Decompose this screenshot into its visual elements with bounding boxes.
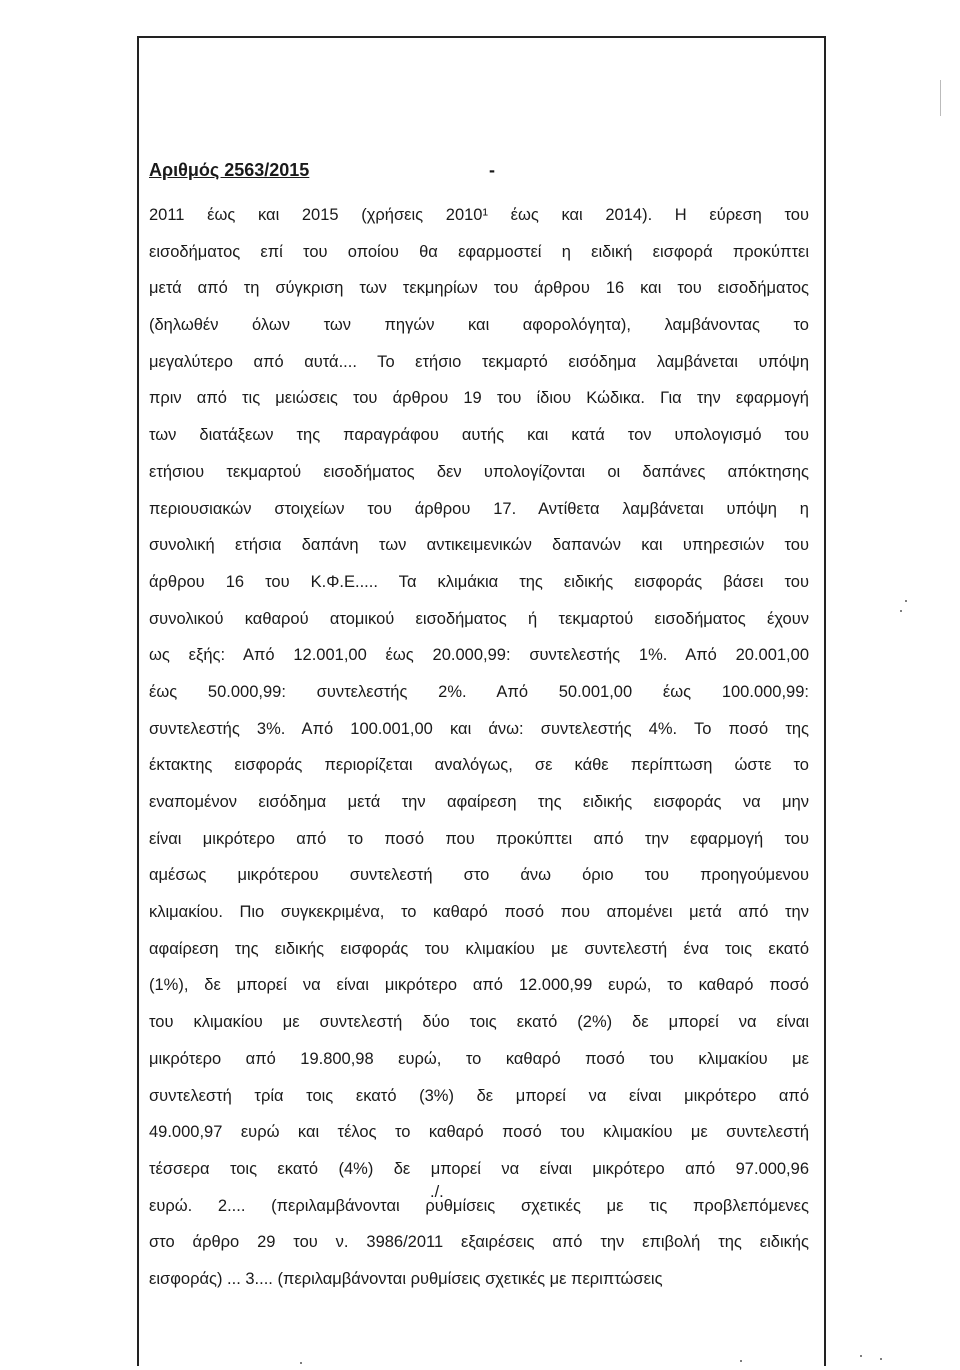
body-line: 49.000,97 ευρώ και τέλος το καθαρό ποσό του κλιμακίου με συντελεστή	[149, 1123, 809, 1142]
body-line: πριν από τις μειώσεις του άρθρου 19 του ίδιου Κώδικα. Για την εφαρμογή	[149, 389, 809, 408]
document-number: Αριθμός 2563/2015	[149, 160, 310, 180]
body-line: συντελεστή τρία τοις εκατό (3%) δε μπορεί να είναι μικρότερο από	[149, 1086, 809, 1105]
body-line: ετήσιου τεκμαρτού εισοδήματος δεν υπολογίζονται οι δαπάνες απόκτησης	[149, 462, 809, 481]
document-heading	[149, 160, 809, 190]
scan-speck	[860, 1355, 862, 1357]
body-line: μετά από τη σύγκριση των τεκμηρίων του άρθρου 16 και του εισοδήματος	[149, 279, 809, 298]
body-line: έως 50.000,99: συντελεστής 2%. Από 50.001,00 έως 100.000,99:	[149, 682, 809, 701]
body-line: αφαίρεση της ειδικής εισφοράς του κλιμακίου με συντελεστή ένα τοις εκατό	[149, 939, 809, 958]
body-line: αμέσως μικρότερου συντελεστή στο άνω όριο του προηγούμενου	[149, 866, 809, 885]
body-line: (1%), δε μπορεί να είναι μικρότερο από 12.000,99 ευρώ, το καθαρό ποσό	[149, 976, 809, 995]
body-line: ευρώ. 2.... (περιλαμβάνονται ρυθμίσεις σχετικές με τις προβλεπόμενες	[149, 1196, 809, 1215]
body-line: ως εξής: Από 12.001,00 έως 20.000,99: συντελεστής 1%. Από 20.001,00	[149, 646, 809, 665]
body-line: εισοδήματος επί του οποίου θα εφαρμοστεί η ειδική εισφορά προκύπτει	[149, 242, 809, 261]
body-line: κλιμακίου. Πιο συγκεκριμένα, το καθαρό ποσό που απομένει μετά από την	[149, 903, 809, 922]
document-body	[149, 207, 809, 1308]
body-line: έκτακτης εισφοράς περιορίζεται αναλόγως, σε κάθε περίπτωση ώστε το	[149, 756, 809, 775]
body-line: είναι μικρότερο από το ποσό που προκύπτει από την εφαρμογή του	[149, 829, 809, 848]
margin-mark	[940, 80, 941, 116]
scan-speck	[740, 1360, 742, 1362]
body-line: του κλιμακίου με συντελεστή δύο τοις εκατό (2%) δε μπορεί να είναι	[149, 1013, 809, 1032]
body-line: συνολική ετήσια δαπάνη των αντικειμενικών δαπανών και υπηρεσιών του	[149, 536, 809, 555]
body-line: εισφοράς) ... 3.... (περιλαμβάνονται ρυθμίσεις σχετικές με περιπτώσεις	[149, 1269, 663, 1288]
body-line: στο άρθρο 29 του ν. 3986/2011 εξαιρέσεις από την επιβολή της ειδικής	[149, 1233, 809, 1252]
body-line: εναπομένον εισόδημα μετά την αφαίρεση της ειδικής εισφοράς να μην	[149, 793, 809, 811]
scan-speck	[900, 610, 902, 612]
body-line: περιουσιακών στοιχείων του άρθρου 17. Αντίθετα λαμβάνεται υπόψη η	[149, 499, 809, 518]
end-mark: ./.	[430, 1183, 444, 1201]
body-line: τέσσερα τοις εκατό (4%) δε μπορεί να είναι μικρότερο από 97.000,96	[149, 1159, 809, 1178]
body-line: συνολικού καθαρού ατομικού εισοδήματος ή τεκμαρτού εισοδήματος έχουν	[149, 609, 809, 628]
body-line: μικρότερο από 19.800,98 ευρώ, το καθαρό ποσό του κλιμακίου με	[149, 1049, 809, 1068]
scan-speck	[905, 600, 907, 602]
heading-dash: -	[489, 160, 495, 180]
scan-speck	[880, 1358, 882, 1360]
body-line: άρθρου 16 του Κ.Φ.Ε..... Τα κλιμάκια της ειδικής εισφοράς βάσει του	[149, 572, 809, 591]
body-line: (δηλωθέν όλων των πηγών και αφορολόγητα), λαμβάνοντας το	[149, 316, 809, 335]
body-line: μεγαλύτερο από αυτά.... Το ετήσιο τεκμαρτό εισόδημα λαμβάνεται υπόψη	[149, 352, 809, 371]
scan-speck	[300, 1362, 302, 1364]
body-line: 2011 έως και 2015 (χρήσεις 2010¹ έως και 2014). Η εύρεση του	[149, 206, 809, 224]
body-line: των διατάξεων της παραγράφου αυτής και κατά τον υπολογισμό του	[149, 426, 809, 445]
body-line: συντελεστής 3%. Από 100.001,00 και άνω: συντελεστής 4%. Το ποσό της	[149, 719, 809, 738]
